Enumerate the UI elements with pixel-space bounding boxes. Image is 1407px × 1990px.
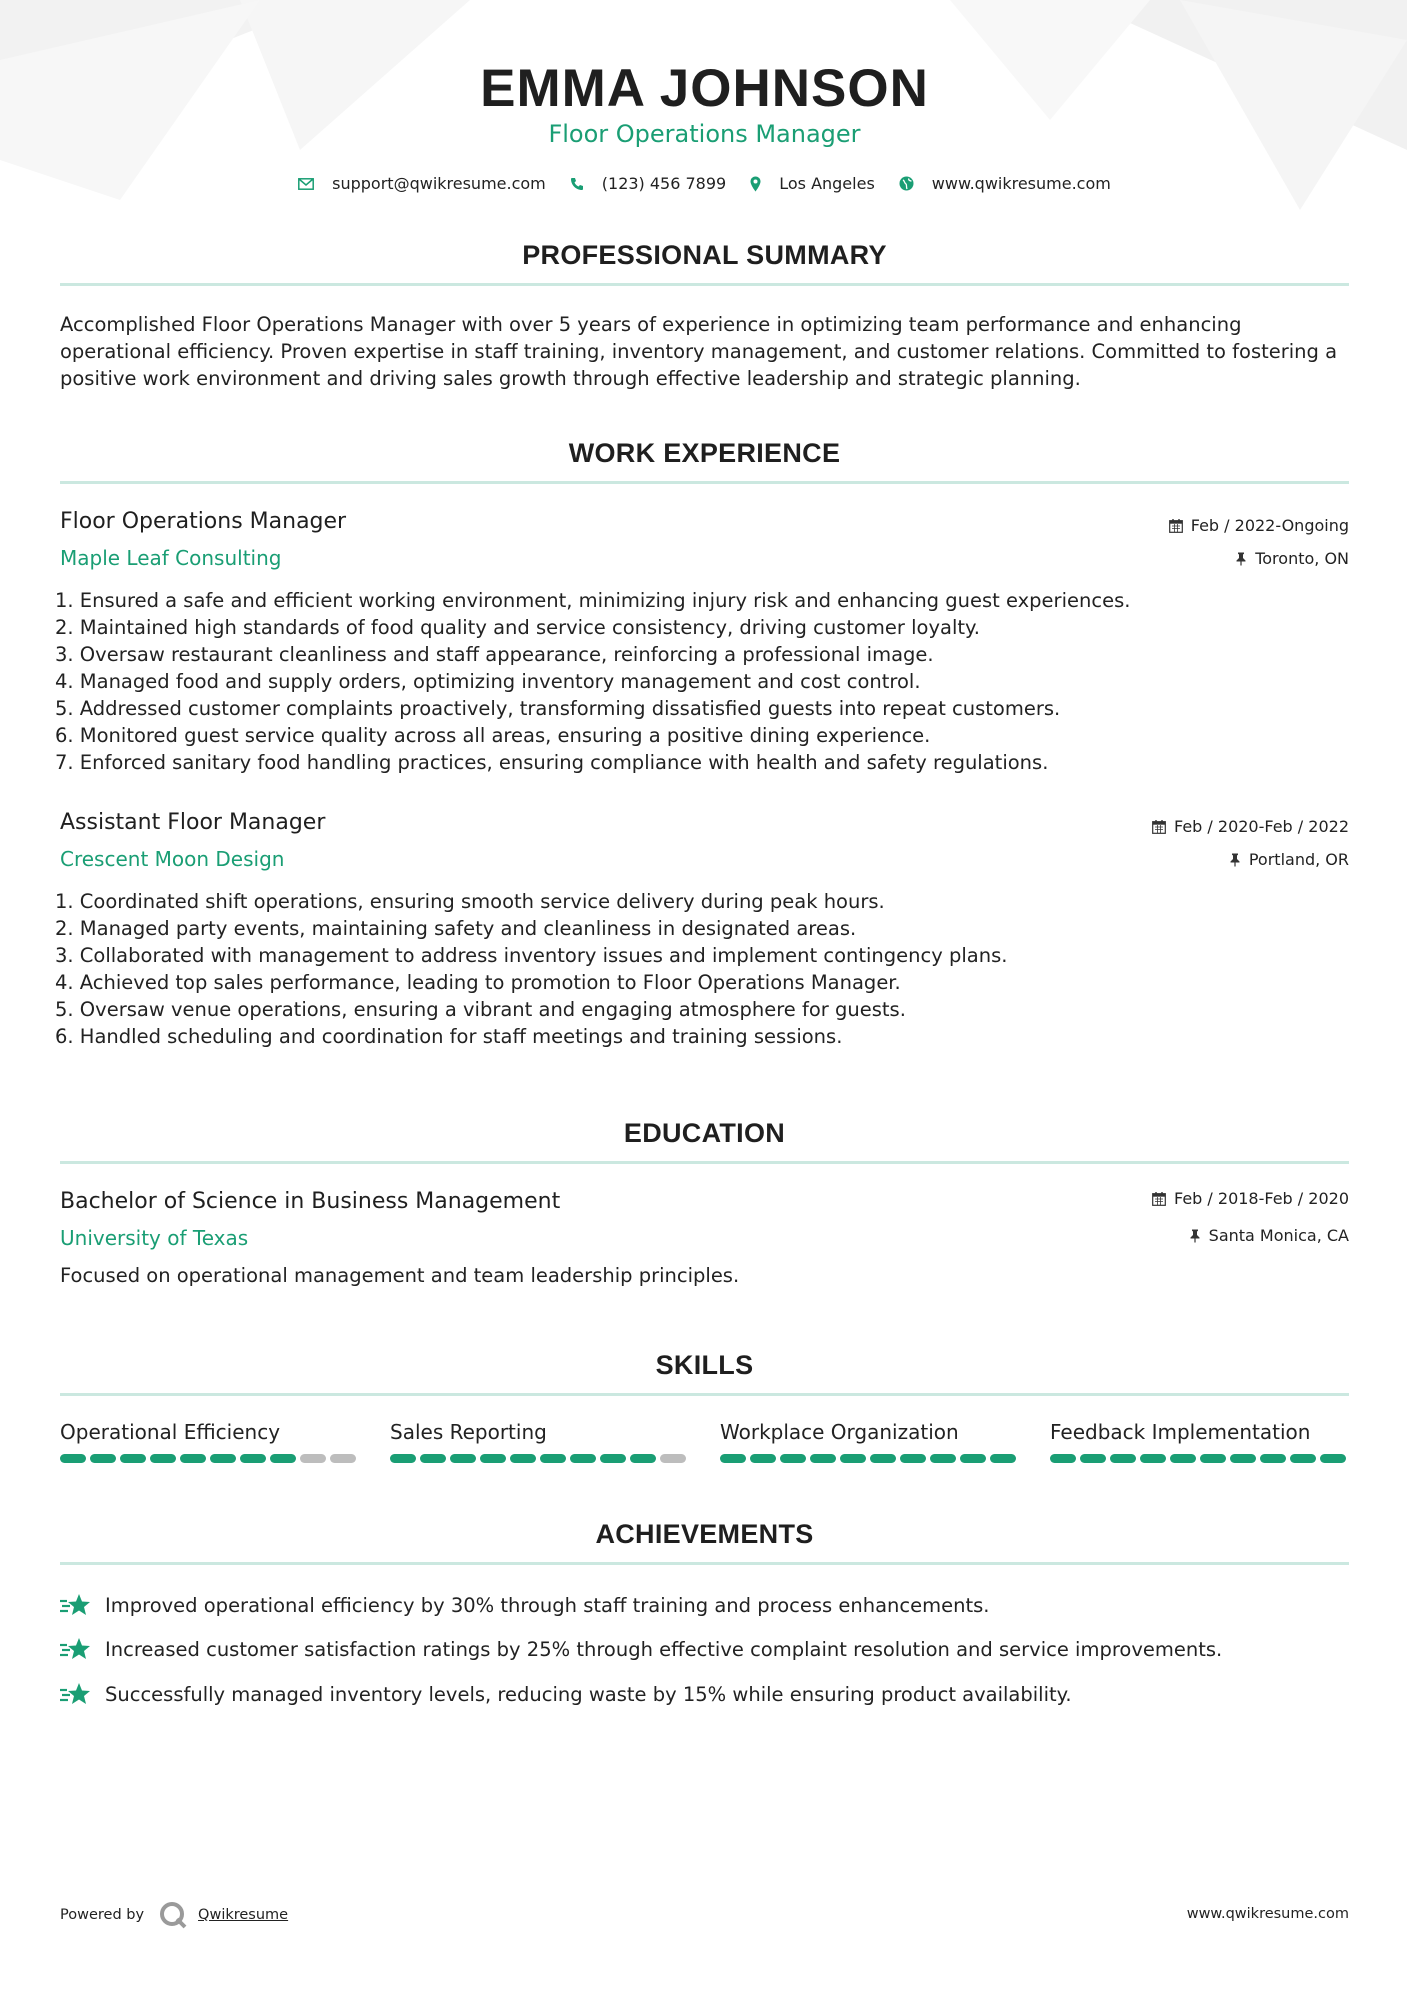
skill-segment-filled	[450, 1454, 476, 1463]
list-item: 2. Managed party events, maintaining safety and cleanliness in designated areas.	[55, 917, 857, 940]
education-heading: EDUCATION	[623, 1118, 786, 1148]
degree-title: Bachelor of Science in Business Management	[60, 1189, 561, 1214]
skill-name: Feedback Implementation	[1050, 1420, 1311, 1444]
pushpin-icon	[1189, 1229, 1201, 1243]
skill-segment-filled	[1200, 1454, 1226, 1463]
education-dates-text: Feb / 2018-Feb / 2020	[1174, 1189, 1349, 1208]
qwikresume-link[interactable]: Qwikresume	[198, 1907, 289, 1923]
job-location-text: Portland, OR	[1248, 850, 1349, 869]
section-divider	[60, 1393, 1349, 1396]
list-item: 4. Achieved top sales performance, leading to promotion to Floor Operations Manager.	[55, 971, 901, 994]
calendar-icon	[1169, 519, 1183, 533]
achievement-text: Increased customer satisfaction ratings by 25% through effective complaint resolution and service improvements.	[105, 1637, 1223, 1661]
skill-level-bar	[720, 1454, 1020, 1463]
skill-segment-filled	[750, 1454, 776, 1463]
list-item: 1. Coordinated shift operations, ensuring smooth service delivery during peak hours.	[55, 890, 885, 913]
skill-segment-filled	[1140, 1454, 1166, 1463]
skill-segment-filled	[720, 1454, 746, 1463]
phone-icon	[570, 177, 584, 191]
skill-segment-filled	[120, 1454, 146, 1463]
skill-name: Operational Efficiency	[60, 1420, 281, 1444]
skill-segment-filled	[600, 1454, 626, 1463]
job-location-text: Toronto, ON	[1255, 549, 1349, 568]
candidate-name: EMMA JOHNSON	[480, 59, 929, 118]
skill-segment-filled	[540, 1454, 566, 1463]
envelope-icon	[298, 178, 314, 190]
job-responsibilities	[55, 587, 1355, 776]
skill-segment-filled	[210, 1454, 236, 1463]
skill-segment-filled	[1320, 1454, 1346, 1463]
skill-segment-filled	[480, 1454, 506, 1463]
contact-location-text: Los Angeles	[779, 174, 875, 193]
list-item: 5. Addressed customer complaints proactively, transforming dissatisfied guests into repeat customers.	[55, 697, 1061, 720]
calendar-icon	[1152, 820, 1166, 834]
candidate-title: Floor Operations Manager	[548, 120, 861, 148]
section-divider	[60, 1161, 1349, 1164]
experience-heading: WORK EXPERIENCE	[568, 438, 841, 468]
job-dates	[1152, 817, 1349, 836]
achievement-text: Successfully managed inventory levels, reducing waste by 15% while ensuring product availability.	[105, 1682, 1072, 1706]
education-location	[1189, 1226, 1349, 1245]
job-company: Maple Leaf Consulting	[60, 546, 282, 570]
job-title: Assistant Floor Manager	[60, 810, 326, 835]
skill-segment-filled	[1230, 1454, 1256, 1463]
skill-segment-filled	[270, 1454, 296, 1463]
school-name: University of Texas	[60, 1226, 249, 1250]
powered-by-label: Powered by	[60, 1907, 145, 1923]
skill-segment-filled	[840, 1454, 866, 1463]
skill-segment-filled	[1290, 1454, 1316, 1463]
shooting-star-icon	[60, 1636, 93, 1662]
skill-name: Sales Reporting	[390, 1420, 547, 1444]
contact-email[interactable]	[298, 174, 546, 193]
skill-segment-filled	[60, 1454, 86, 1463]
achievement-item	[60, 1592, 989, 1618]
pushpin-icon	[1229, 853, 1241, 867]
skill-segment-filled	[240, 1454, 266, 1463]
skill-segment-filled	[1080, 1454, 1106, 1463]
shooting-star-icon	[60, 1681, 93, 1707]
education-dates	[1152, 1189, 1349, 1208]
calendar-icon	[1152, 1192, 1166, 1206]
skill-segment-filled	[1170, 1454, 1196, 1463]
skill-level-bar	[1050, 1454, 1350, 1463]
contact-bar	[60, 174, 1349, 193]
job-location	[1235, 549, 1349, 568]
skills-heading: SKILLS	[655, 1350, 754, 1380]
job-dates-text: Feb / 2020-Feb / 2022	[1174, 817, 1349, 836]
contact-website-text: www.qwikresume.com	[931, 174, 1111, 193]
skill-segment-filled	[930, 1454, 956, 1463]
education-description: Focused on operational management and team leadership principles.	[60, 1264, 740, 1287]
job-title: Floor Operations Manager	[60, 509, 347, 534]
skill-segment-filled	[570, 1454, 596, 1463]
skill-segment-filled	[420, 1454, 446, 1463]
list-item: 5. Oversaw venue operations, ensuring a vibrant and engaging atmosphere for guests.	[55, 998, 906, 1021]
achievement-text: Improved operational efficiency by 30% through staff training and process enhancements.	[105, 1593, 990, 1617]
achievement-item	[60, 1681, 1072, 1707]
resume-page	[55, 0, 1349, 1990]
section-divider	[60, 1562, 1349, 1565]
list-item: 4. Managed food and supply orders, optimizing inventory management and cost control.	[55, 670, 921, 693]
globe-icon	[899, 176, 914, 191]
job-company: Crescent Moon Design	[60, 847, 285, 871]
skill-segment-filled	[900, 1454, 926, 1463]
list-item: 1. Ensured a safe and efficient working environment, minimizing injury risk and enhancing guest experiences.	[55, 589, 1131, 612]
map-pin-icon	[750, 176, 761, 192]
skill-segment-empty	[660, 1454, 686, 1463]
section-divider	[60, 283, 1349, 286]
skill-item	[1050, 1420, 1350, 1463]
contact-phone-text: (123) 456 7899	[601, 174, 727, 193]
skill-segment-filled	[390, 1454, 416, 1463]
contact-phone[interactable]	[570, 174, 726, 193]
section-divider	[60, 481, 1349, 484]
job-location	[1229, 850, 1349, 869]
job-dates	[1169, 516, 1349, 535]
education-location-text: Santa Monica, CA	[1208, 1226, 1349, 1245]
skill-segment-filled	[780, 1454, 806, 1463]
skill-item	[390, 1420, 690, 1463]
skill-item	[60, 1420, 360, 1463]
list-item: 7. Enforced sanitary food handling practices, ensuring compliance with health and safety regulations.	[55, 751, 1049, 774]
list-item: 3. Collaborated with management to address inventory issues and implement contingency plans.	[55, 944, 1008, 967]
skill-segment-empty	[330, 1454, 356, 1463]
skill-segment-filled	[990, 1454, 1016, 1463]
skill-segment-filled	[870, 1454, 896, 1463]
list-item: 6. Handled scheduling and coordination for staff meetings and training sessions.	[55, 1025, 843, 1048]
list-item: 6. Monitored guest service quality across all areas, ensuring a positive dining experience.	[55, 724, 931, 747]
footer-powered-by	[60, 1900, 288, 1930]
skill-segment-filled	[1110, 1454, 1136, 1463]
achievements-heading: ACHIEVEMENTS	[595, 1519, 814, 1549]
skill-segment-filled	[1050, 1454, 1076, 1463]
skill-segment-filled	[810, 1454, 836, 1463]
summary-text: Accomplished Floor Operations Manager with over 5 years of experience in optimizing team performance and enhancing operational efficiency. Proven expertise in staff training, inventory management, and customer relations. Committed to fostering a positive work environment and driving sales growth through effective leadership and strategic planning.	[60, 313, 1338, 390]
skill-segment-filled	[150, 1454, 176, 1463]
skill-segment-filled	[90, 1454, 116, 1463]
skill-segment-filled	[510, 1454, 536, 1463]
footer-website[interactable]: www.qwikresume.com	[1186, 1906, 1349, 1922]
skill-item	[720, 1420, 1020, 1463]
achievement-item	[60, 1636, 1222, 1662]
summary-heading: PROFESSIONAL SUMMARY	[522, 240, 887, 270]
contact-website[interactable]	[899, 174, 1111, 193]
skill-segment-filled	[180, 1454, 206, 1463]
job-responsibilities	[55, 888, 1355, 1050]
pushpin-icon	[1235, 552, 1247, 566]
job-dates-text: Feb / 2022-Ongoing	[1190, 516, 1349, 535]
contact-location	[750, 174, 875, 193]
skill-segment-filled	[1260, 1454, 1286, 1463]
qwikresume-logo-icon	[158, 1900, 190, 1930]
skill-level-bar	[60, 1454, 360, 1463]
skill-name: Workplace Organization	[720, 1420, 959, 1444]
skill-level-bar	[390, 1454, 690, 1463]
contact-email-text: support@qwikresume.com	[332, 174, 546, 193]
skill-segment-filled	[630, 1454, 656, 1463]
shooting-star-icon	[60, 1592, 93, 1618]
skill-segment-filled	[960, 1454, 986, 1463]
list-item: 2. Maintained high standards of food quality and service consistency, driving customer loyalty.	[55, 616, 980, 639]
skill-segment-empty	[300, 1454, 326, 1463]
list-item: 3. Oversaw restaurant cleanliness and staff appearance, reinforcing a professional image.	[55, 643, 934, 666]
